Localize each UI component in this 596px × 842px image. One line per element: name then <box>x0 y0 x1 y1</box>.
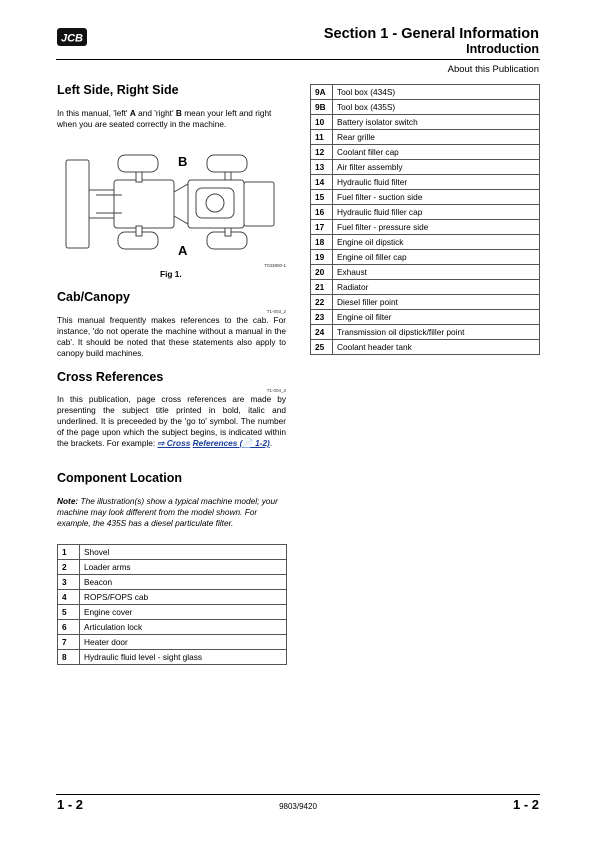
component-name: Battery isolator switch <box>333 115 540 130</box>
table-row <box>311 190 540 205</box>
table-row <box>311 160 540 175</box>
component-note: Note: The illustration(s) show a typical machine model; your machine may look different from the model shown. For example, the 435S has a diesel particulate filter. <box>57 496 278 528</box>
table-row <box>58 545 287 560</box>
cab-canopy-heading: Cab/Canopy <box>57 290 130 304</box>
component-name: Engine oil filter <box>333 310 540 325</box>
component-table-left <box>57 544 287 665</box>
table-row <box>58 620 287 635</box>
table-row <box>58 590 287 605</box>
table-row <box>311 220 540 235</box>
figure-caption: Fig 1. <box>160 269 182 279</box>
component-number: 20 <box>311 265 333 280</box>
component-name: Diesel filler point <box>333 295 540 310</box>
component-number: 7 <box>58 635 80 650</box>
table-row <box>311 310 540 325</box>
cross-reference-link-page[interactable]: References (📄 1-2) <box>192 438 270 448</box>
component-number: 25 <box>311 340 333 355</box>
table-row <box>311 295 540 310</box>
table-row <box>311 175 540 190</box>
machine-topview-figure <box>62 150 290 272</box>
component-name: Transmission oil dipstick/filler point <box>333 325 540 340</box>
page-number-right: 1 - 2 <box>512 797 539 812</box>
component-number: 17 <box>311 220 333 235</box>
component-name: Beacon <box>80 575 287 590</box>
component-number: 9A <box>311 85 333 100</box>
component-number: 18 <box>311 235 333 250</box>
table-row <box>311 265 540 280</box>
table-row <box>311 340 540 355</box>
component-name: Loader arms <box>80 560 287 575</box>
component-number: 15 <box>311 190 333 205</box>
component-number: 14 <box>311 175 333 190</box>
cross-reference-link[interactable]: ⇨ Cross <box>157 438 191 448</box>
table-row <box>58 650 287 665</box>
table-row <box>311 235 540 250</box>
component-number: 23 <box>311 310 333 325</box>
component-name: Fuel filter - suction side <box>333 190 540 205</box>
component-name: Shovel <box>80 545 287 560</box>
table-row <box>58 575 287 590</box>
component-number: 2 <box>58 560 80 575</box>
cab-canopy-paragraph: This manual frequently makes references to the cab. For instance, 'do not operate the machine without a manual in the cab'. It should be noted that these statements also apply to canopy build machines. <box>57 315 286 358</box>
component-name: Engine oil filler cap <box>333 250 540 265</box>
component-name: Hydraulic fluid level - sight glass <box>80 650 287 665</box>
cross-references-paragraph: In this publication, page cross references are made by presenting the subject title printed in bold, italic and underlined. It is preceeded by the 'go to' symbol. The number of the page upon which the subject begins, is indicated within the brackets. For example: ⇨ Cross References (📄 1-2). <box>57 394 286 448</box>
cross-references-ref: T1-004_2 <box>266 388 286 393</box>
component-number: 16 <box>311 205 333 220</box>
component-name: Hydraulic fluid filler cap <box>333 205 540 220</box>
component-number: 6 <box>58 620 80 635</box>
component-location-heading: Component Location <box>57 471 182 485</box>
component-number: 22 <box>311 295 333 310</box>
table-row <box>58 605 287 620</box>
figure-label-b: B <box>178 154 188 169</box>
table-row <box>311 130 540 145</box>
component-name: Tool box (434S) <box>333 85 540 100</box>
jcb-logo <box>56 26 88 48</box>
component-number: 10 <box>311 115 333 130</box>
table-row <box>311 100 540 115</box>
component-number: 24 <box>311 325 333 340</box>
component-name: Air filter assembly <box>333 160 540 175</box>
component-name: ROPS/FOPS cab <box>80 590 287 605</box>
document-number: 9803/9420 <box>279 802 317 811</box>
cab-canopy-ref: T1-003_2 <box>266 309 286 314</box>
table-row <box>311 205 540 220</box>
component-name: Hydraulic fluid filter <box>333 175 540 190</box>
component-name: Heater door <box>80 635 287 650</box>
component-number: 13 <box>311 160 333 175</box>
table-row <box>311 85 540 100</box>
page-number-left: 1 - 2 <box>57 797 84 812</box>
subsection-title: Introduction <box>466 42 539 56</box>
figure-label-a: A <box>178 243 188 258</box>
table-row <box>311 250 540 265</box>
svg-text:JCB: JCB <box>60 32 84 45</box>
table-row <box>311 115 540 130</box>
component-number: 5 <box>58 605 80 620</box>
component-number: 21 <box>311 280 333 295</box>
component-number: 3 <box>58 575 80 590</box>
component-number: 8 <box>58 650 80 665</box>
component-name: Engine oil dipstick <box>333 235 540 250</box>
section-title: Section 1 - General Information <box>323 26 539 42</box>
component-name: Articulation lock <box>80 620 287 635</box>
table-row <box>58 635 287 650</box>
table-row <box>58 560 287 575</box>
footer-divider <box>56 794 540 795</box>
component-table-right <box>310 84 540 355</box>
component-name: Fuel filter - pressure side <box>333 220 540 235</box>
component-name: Radiator <box>333 280 540 295</box>
component-name: Exhaust <box>333 265 540 280</box>
header-divider <box>56 59 540 60</box>
left-right-heading: Left Side, Right Side <box>57 83 179 97</box>
table-row <box>311 280 540 295</box>
component-number: 19 <box>311 250 333 265</box>
component-name: Coolant header tank <box>333 340 540 355</box>
component-name: Rear grille <box>333 130 540 145</box>
component-name: Engine cover <box>80 605 287 620</box>
component-number: 1 <box>58 545 80 560</box>
figure-code: T033800-1 <box>264 263 286 268</box>
component-name: Tool box (435S) <box>333 100 540 115</box>
component-number: 12 <box>311 145 333 160</box>
table-row <box>311 145 540 160</box>
component-number: 11 <box>311 130 333 145</box>
publication-label: About this Publication <box>447 64 539 75</box>
component-number: 9B <box>311 100 333 115</box>
table-row <box>311 325 540 340</box>
component-number: 4 <box>58 590 80 605</box>
component-name: Coolant filler cap <box>333 145 540 160</box>
cross-references-heading: Cross References <box>57 370 164 384</box>
left-right-paragraph: In this manual, 'left' A and 'right' B mean your left and right when you are seated correctly in the machine. <box>57 108 272 129</box>
